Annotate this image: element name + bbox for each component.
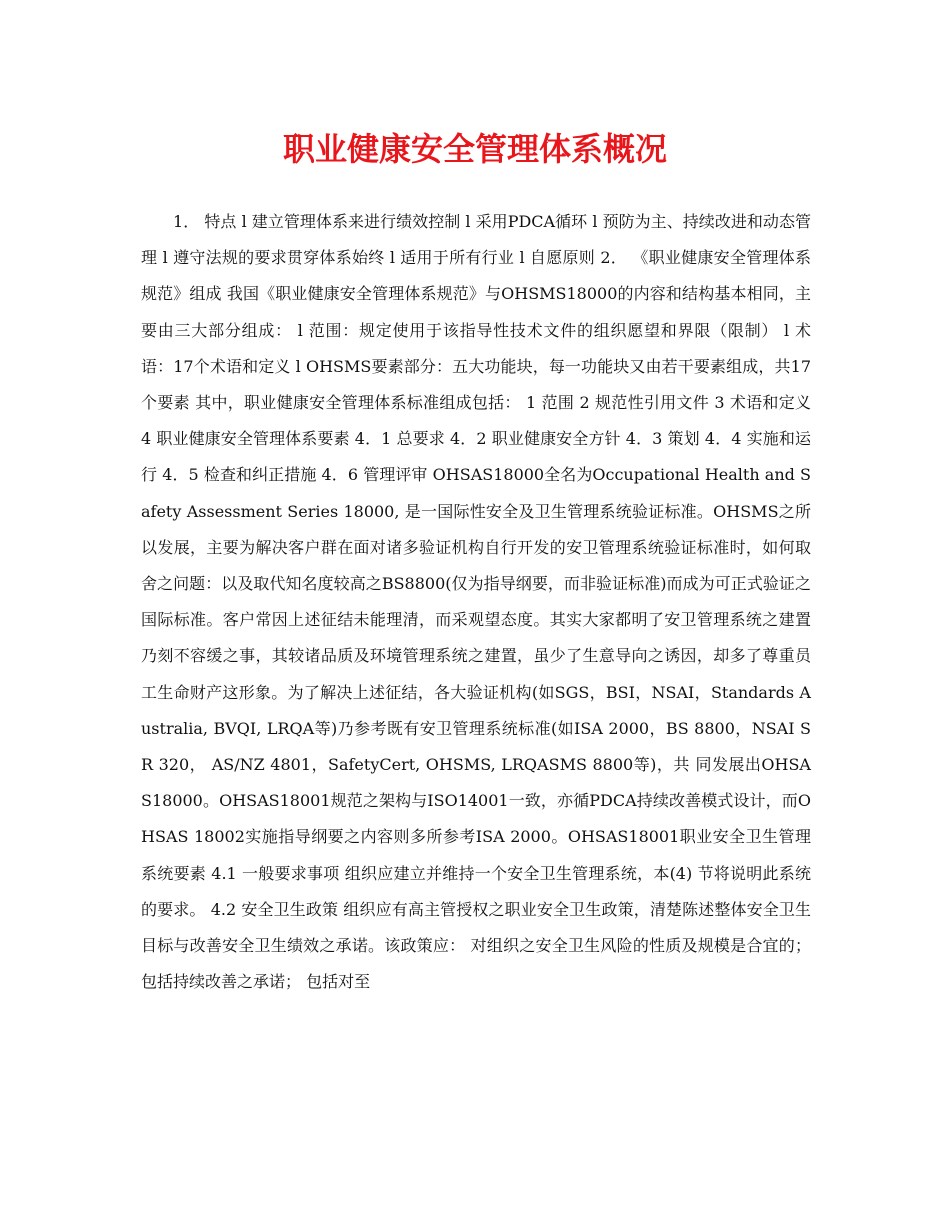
document-title: 职业健康安全管理体系概况	[282, 130, 667, 168]
document-body: 1． 特点 l 建立管理体系来进行绩效控制 l 采用PDCA循环 l 预防为主、持续改进和动态管理 l 遵守法规的要求贯穿体系始终 l 适用于所有行业 l 自愿原则 2． 《职业健康安全管理体系规范》组成 我国《职业健康安全管理体系规范》与OHSMS18000的内容和结构基本相同，主要由三大部分组成： l 范围：规定使用于该指导性技术文件的组织愿望和界限（限制） l 术语：17个术语和定义 l OHSMS要素部分：五大功能块，每一功能块又由若干要素组成，共17个要素 其中，职业健康安全管理体系标准组成包括： 1 范围 2 规范性引用文件 3 术语和定义 4 职业健康安全管理体系要素 4．1 总要求 4．2 职业健康安全方针 4．3 策划 4．4 实施和运行 4．5 检查和纠正措施 4．6 管理评审 OHSAS18000全名为Occupational Health and Safety Assessment Series 18000, 是一国际性安全及卫生管理系统验证标准。OHSMS之所以发展，主要为解决客户群在面对诸多验证机构自行开发的安卫管理系统验证标准时，如何取舍之问题：以及取代知名度较高之BS8800(仅为指导纲要，而非验证标准)而成为可正式验证之国际标准。客户常因上述征结未能理清，而采观望态度。其实大家都明了安卫管理系统之建置乃刻不容缓之事，其较诸品质及环境管理系统之建置，虽少了生意导向之诱因，却多了尊重员工生命财产这形象。为了解决上述征结，各大验证机构(如SGS，BSI，NSAI，Standards Australia, BVQI, LRQA等)乃参考既有安卫管理系统标准(如ISA 2000，BS 8800，NSAI SR 320， AS/NZ 4801，SafetyCert, OHSMS, LRQASMS 8800等)，共 同发展出OHSAS18000。OHSAS18001规范之架构与ISO14001一致，亦循PDCA持续改善模式设计，而OHSAS 18002实施指导纲要之内容则多所参考ISA 2000。OHSAS18001职业安全卫生管理系统要素 4.1 一般要求事项 组织应建立并维持一个安全卫生管理系统，本(4) 节将说明此系统的要求。 4.2 安全卫生政策 组织应有高主管授权之职业安全卫生政策，清楚陈述整体安全卫生目标与改善安全卫生绩效之承诺。该政策应： 对组织之安全卫生风险的性质及规模是合宜的； 包括持续改善之承诺； 包括对至	[141, 212, 811, 992]
